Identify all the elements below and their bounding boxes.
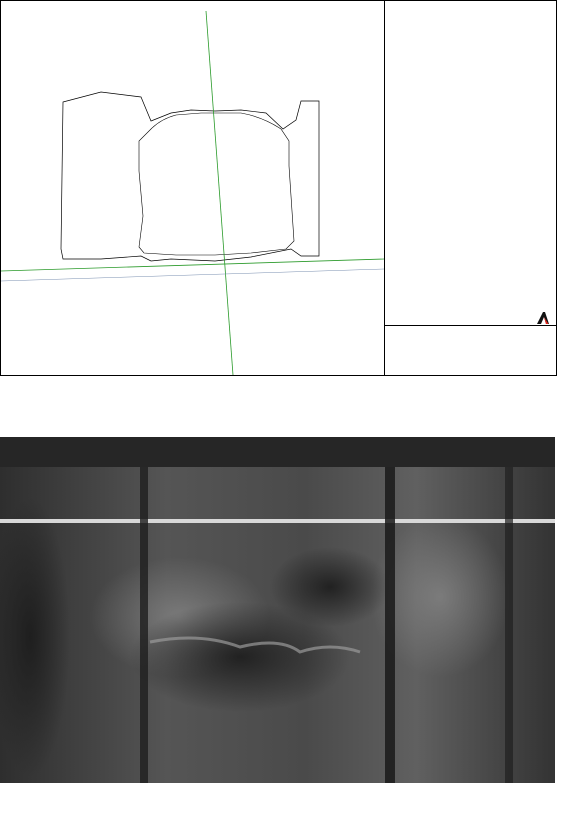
title-block [384,1,556,375]
tunnel-clearance-outline [139,113,294,255]
horizontal-axis [1,259,384,271]
company-logo-icon [536,311,550,325]
title-block-divider [385,325,557,326]
clearance-profile-drawing [0,0,557,376]
profile-plot [1,1,384,375]
tunnel-wall-photo [0,437,555,783]
rail-level-line [1,269,384,281]
efflorescence-image [0,437,555,783]
